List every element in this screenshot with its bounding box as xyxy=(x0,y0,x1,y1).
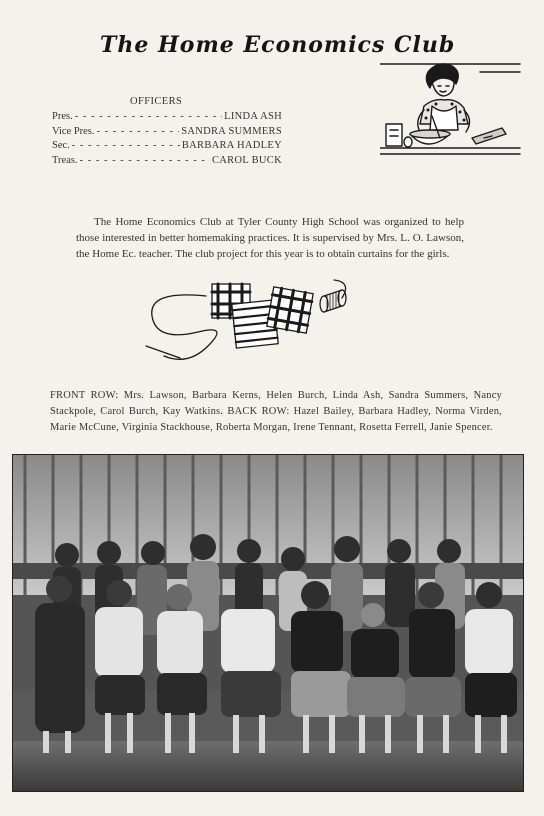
officer-row-president xyxy=(52,110,282,125)
officer-role: Vice Pres. xyxy=(52,125,95,137)
club-description: The Home Economics Club at Tyler County High School was organized to help those interested in better homemaking practices. It is supervised by Mrs. L. O. Lawson, the Home Ec. teacher. The club project for this year is to obtain curtains for the girls. xyxy=(76,216,464,260)
leader-dashes xyxy=(80,154,210,169)
leader-dashes xyxy=(75,110,222,125)
club-group-photograph xyxy=(12,454,524,792)
officer-row-vice-president xyxy=(52,125,282,140)
officers-list xyxy=(52,110,282,168)
officer-name: BARBARA HADLEY xyxy=(181,140,282,151)
officers-heading: OFFICERS xyxy=(130,96,183,107)
officer-name: CAROL BUCK xyxy=(212,154,282,166)
sewing-fabric-thread-illustration xyxy=(138,276,354,372)
leader-dashes xyxy=(72,139,180,154)
officer-role: Treas. xyxy=(52,154,78,166)
page-title: The Home Economics Club xyxy=(100,32,456,58)
officer-name: LINDA ASH xyxy=(224,111,282,122)
officer-role: Pres. xyxy=(52,111,73,122)
officer-row-treasurer xyxy=(52,154,282,169)
leader-dashes xyxy=(97,125,180,140)
officer-name: SANDRA SUMMERS xyxy=(181,125,282,137)
officer-row-secretary xyxy=(52,139,282,154)
woman-cooking-illustration xyxy=(380,58,522,170)
photo-caption: FRONT ROW: Mrs. Lawson, Barbara Kerns, Helen Burch, Linda Ash, Sandra Summers, Nancy Stackpole, Carol Burch, Kay Watkins. BACK ROW: Hazel Bailey, Barbara Hadley, Norma Virden, Marie McCune, Virginia Stackhouse, Roberta Morgan, Irene Tennant, Rosetta Ferrell, Janie Spencer. xyxy=(50,390,502,433)
officer-role: Sec. xyxy=(52,140,70,151)
